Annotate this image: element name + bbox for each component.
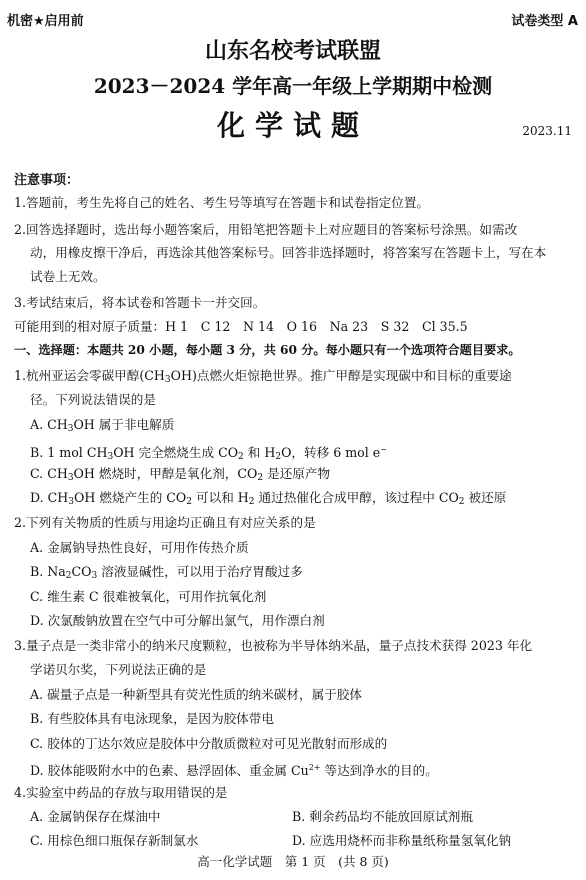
q2-stem: 2.下列有关物质的性质与用途均正确且有对应关系的是 [14, 515, 316, 530]
note-2-cont-1: 动，用橡皮擦干净后，再选涂其他答案标号。回答非选择题时，将答案写在答题卡上，写在本 [30, 245, 547, 260]
exam-title: 2023－2024 学年高一年级上学期期中检测 [93, 74, 493, 98]
q4-option-d: D. 应选用烧杯而非称量纸称量氢氧化钠 [292, 833, 512, 848]
notes-title: 注意事项： [14, 173, 80, 188]
confidential-label: 机密★启用前 [7, 14, 84, 29]
paper-type-label: 试卷类型 A [511, 14, 578, 29]
q3-stem-cont: 学诺贝尔奖，下列说法正确的是 [30, 662, 207, 677]
atomic-mass-line: 可能用到的相对原子质量：H 1 C 12 N 14 O 16 Na 23 S 32 Cl 35.5 [14, 319, 468, 334]
note-2: 2.回答选择题时，选出每小题答案后，用铅笔把答题卡上对应题目的答案标号涂黑。如需改 [14, 222, 518, 237]
note-3: 3.考试结束后，将本试卷和答题卡一并交回。 [14, 295, 266, 310]
q4-option-b: B. 剩余药品均不能放回原试剂瓶 [292, 809, 473, 824]
note-1: 1.答题前，考生先将自己的姓名、考生号等填写在答题卡和试卷指定位置。 [14, 195, 430, 210]
q2-option-c: C. 维生素 C 很难被氧化，可用作抗氧化剂 [30, 589, 267, 604]
note-2-cont-2: 试卷上无效。 [30, 269, 106, 284]
q1-option-c: C. $CH_3OH$ 燃烧时，甲醇是氧化剂，$CO_2$ 是还原产物 [30, 466, 331, 483]
q1-option-d: D. $CH_3OH$ 燃烧产生的 $CO_2$ 可以和 $H_2$ 通过热催化合成甲醇，该过程中 $CO_2$ 被还原 [30, 490, 507, 507]
q4-option-c: C. 用棕色细口瓶保存新制氯水 [30, 833, 199, 848]
subject-title: 化学试题 [216, 109, 369, 142]
q3-stem: 3.量子点是一类非常小的纳米尺度颗粒，也被称为半导体纳米晶，量子点技术获得 2023 年化 [14, 638, 533, 653]
q3-option-c: C. 胶体的丁达尔效应是胶体中分散质微粒对可见光散射而形成的 [30, 736, 388, 751]
q1-option-a: A. $CH_3OH$ 属于非电解质 [30, 417, 175, 434]
q4-stem: 4.实验室中药品的存放与取用错误的是 [14, 785, 228, 800]
q1-stem-cont: 径。下列说法错误的是 [30, 392, 156, 407]
q4-option-a: A. 金属钠保存在煤油中 [30, 809, 161, 824]
q3-option-b: B. 有些胶体具有电泳现象，是因为胶体带电 [30, 711, 274, 726]
section-1-title: 一、选择题：本题共 20 小题，每小题 3 分，共 60 分。每小题只有一个选项符合题目要求。 [14, 343, 521, 357]
q2-option-d: D. 次氯酸钠放置在空气中可分解出氯气，用作漂白剂 [30, 613, 325, 628]
q3-option-d: D. 胶体能吸附水中的色素、悬浮固体、重金属 $Cu^{2+}$ 等达到净水的目的。 [30, 763, 438, 778]
exam-date: 2023.11 [522, 124, 572, 138]
q1-option-b: B. 1 mol $CH_3OH$ 完全燃烧生成 $CO_2$ 和 $H_2O$，转移 6 mol e− [30, 445, 387, 462]
q2-option-a: A. 金属钠导热性良好，可用作传热介质 [30, 540, 249, 555]
q1-stem: 1.杭州亚运会零碳甲醇$(CH_3OH)$点燃火炬惊艳世界。推广甲醇是实现碳中和目标的重要途 [14, 368, 512, 385]
page-footer: 高一化学试题 第 1 页 (共 8 页) [197, 854, 389, 869]
alliance-title: 山东名校考试联盟 [204, 38, 381, 64]
q2-option-b: B. $Na_2CO_3$ 溶液显碱性，可以用于治疗胃酸过多 [30, 564, 303, 581]
q3-option-a: A. 碳量子点是一种新型具有荧光性质的纳米碳材，属于胶体 [30, 687, 362, 702]
